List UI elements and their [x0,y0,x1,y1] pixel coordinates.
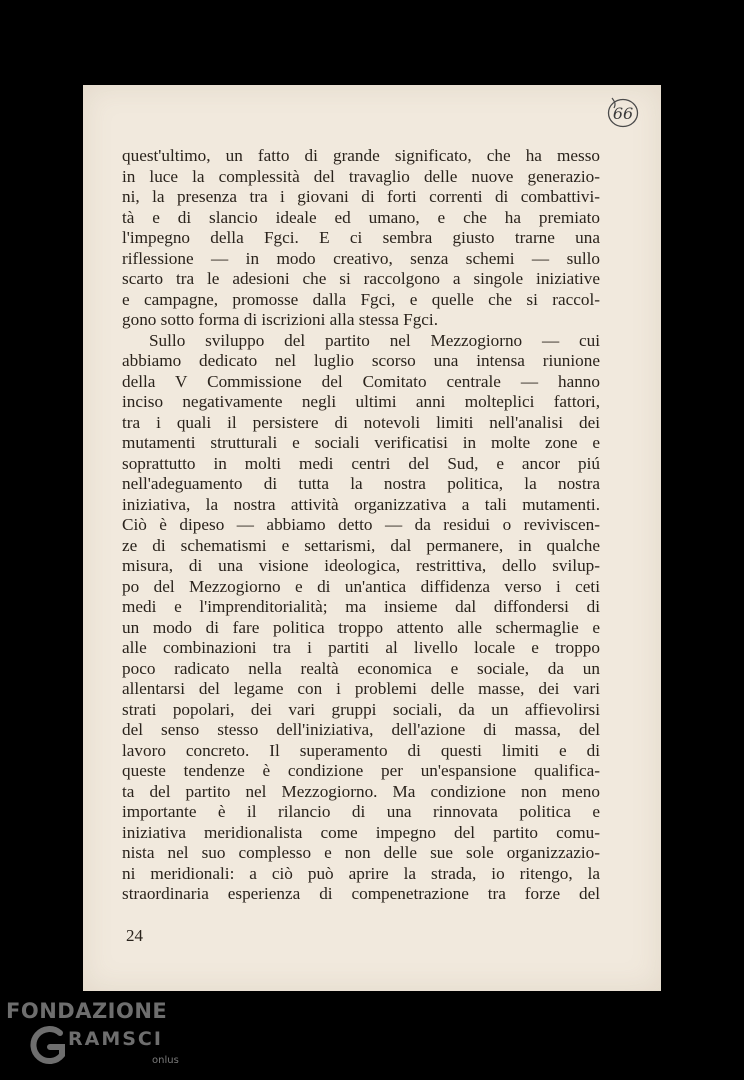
watermark-line3: onlus [152,1055,179,1066]
text-line: e campagne, promosse dalla Fgci, e quelle che si raccol- [122,289,600,309]
text-line: straordinaria esperienza di compenetrazione tra forze del [122,884,600,903]
handwritten-page-annotation [606,94,640,130]
text-line: po del Mezzogiorno e di un'antica diffidenza verso i ceti [122,576,600,596]
text-line: misura, di una visione ideologica, restrittiva, dello svilup- [122,556,600,575]
text-line: soprattutto in molti medi centri del Sud, e ancor piú [122,453,600,473]
text-line: iniziativa, la nostra attività organizzativa a tali mutamenti. [122,494,600,514]
text-line: poco radicato nella realtà economica e sociale, da un [122,658,600,678]
body-text [122,146,600,905]
text-line: riflessione — in modo creativo, senza schemi — sullo [122,248,600,268]
watermark-line2: RAMSCI [68,1028,163,1050]
watermark-line1: FONDAZIONE [6,999,168,1023]
text-line: ta del partito nel Mezzogiorno. Ma condizione non meno [122,781,600,801]
text-line: importante è il rilancio di una rinnovata politica e [122,802,600,821]
text-line: nista nel suo complesso e non delle sue sole organizzazio- [122,843,600,862]
text-line: tà e di slancio ideale ed umano, e che ha premiato [122,207,600,227]
text-line: strati popolari, dei vari gruppi sociali, da un affievolirsi [122,699,600,719]
page-number: 24 [126,926,143,945]
text-line: ze di schematismi e settarismi, dal permanere, in qualche [122,535,600,555]
fondazione-gramsci-watermark [6,997,186,1077]
text-line: abbiamo dedicato nel luglio scorso una intensa riunione [122,351,600,370]
text-line: iniziativa meridionalista come impegno del partito comu- [122,822,600,842]
text-line: ni meridionali: a ciò può aprire la strada, io ritengo, la [122,863,600,883]
text-line: l'impegno della Fgci. E ci sembra giusto trarne una [122,228,600,247]
text-line: in luce la complessità del travaglio delle nuove generazio- [122,166,600,186]
text-line: lavoro concreto. Il superamento di questi limiti e di [122,740,600,760]
text-line: allentarsi del legame con i problemi delle masse, dei vari [122,679,600,698]
text-line: del senso stesso dell'iniziativa, dell'azione di massa, del [122,720,600,739]
text-line: della V Commissione del Comitato centrale — hanno [122,371,600,391]
svg-text:66: 66 [612,104,634,123]
text-line: quest'ultimo, un fatto di grande significato, che ha messo [122,146,600,165]
text-line: nell'adeguamento di tutta la nostra politica, la nostra [122,474,600,493]
text-line: ni, la presenza tra i giovani di forti correnti di combattivi- [122,187,600,206]
text-line: Sullo sviluppo del partito nel Mezzogiorno — cui [149,330,600,350]
text-line: gono sotto forma di iscrizioni alla stessa Fgci. [122,310,439,329]
text-line: queste tendenze è condizione per un'espansione qualifica- [122,761,600,780]
text-line: tra i quali il persistere di notevoli limiti nell'analisi dei [122,412,600,432]
text-line: mutamenti strutturali e sociali verificatisi in molte zone e [122,433,600,452]
text-line: un modo di fare politica troppo attento alle schermaglie e [122,617,600,637]
text-line: scarto tra le adesioni che si raccolgono a singole iniziative [122,269,600,288]
document-page [83,85,661,991]
text-line: medi e l'imprenditorialità; ma insieme dal diffondersi di [122,597,600,616]
text-line: alle combinazioni tra i partiti al livello locale e troppo [122,638,600,657]
watermark-g-logo-icon [30,1025,68,1069]
text-line: Ciò è dipeso — abbiamo detto — da residui o reviviscen- [122,515,600,534]
text-line: inciso negativamente negli ultimi anni molteplici fattori, [122,392,600,411]
